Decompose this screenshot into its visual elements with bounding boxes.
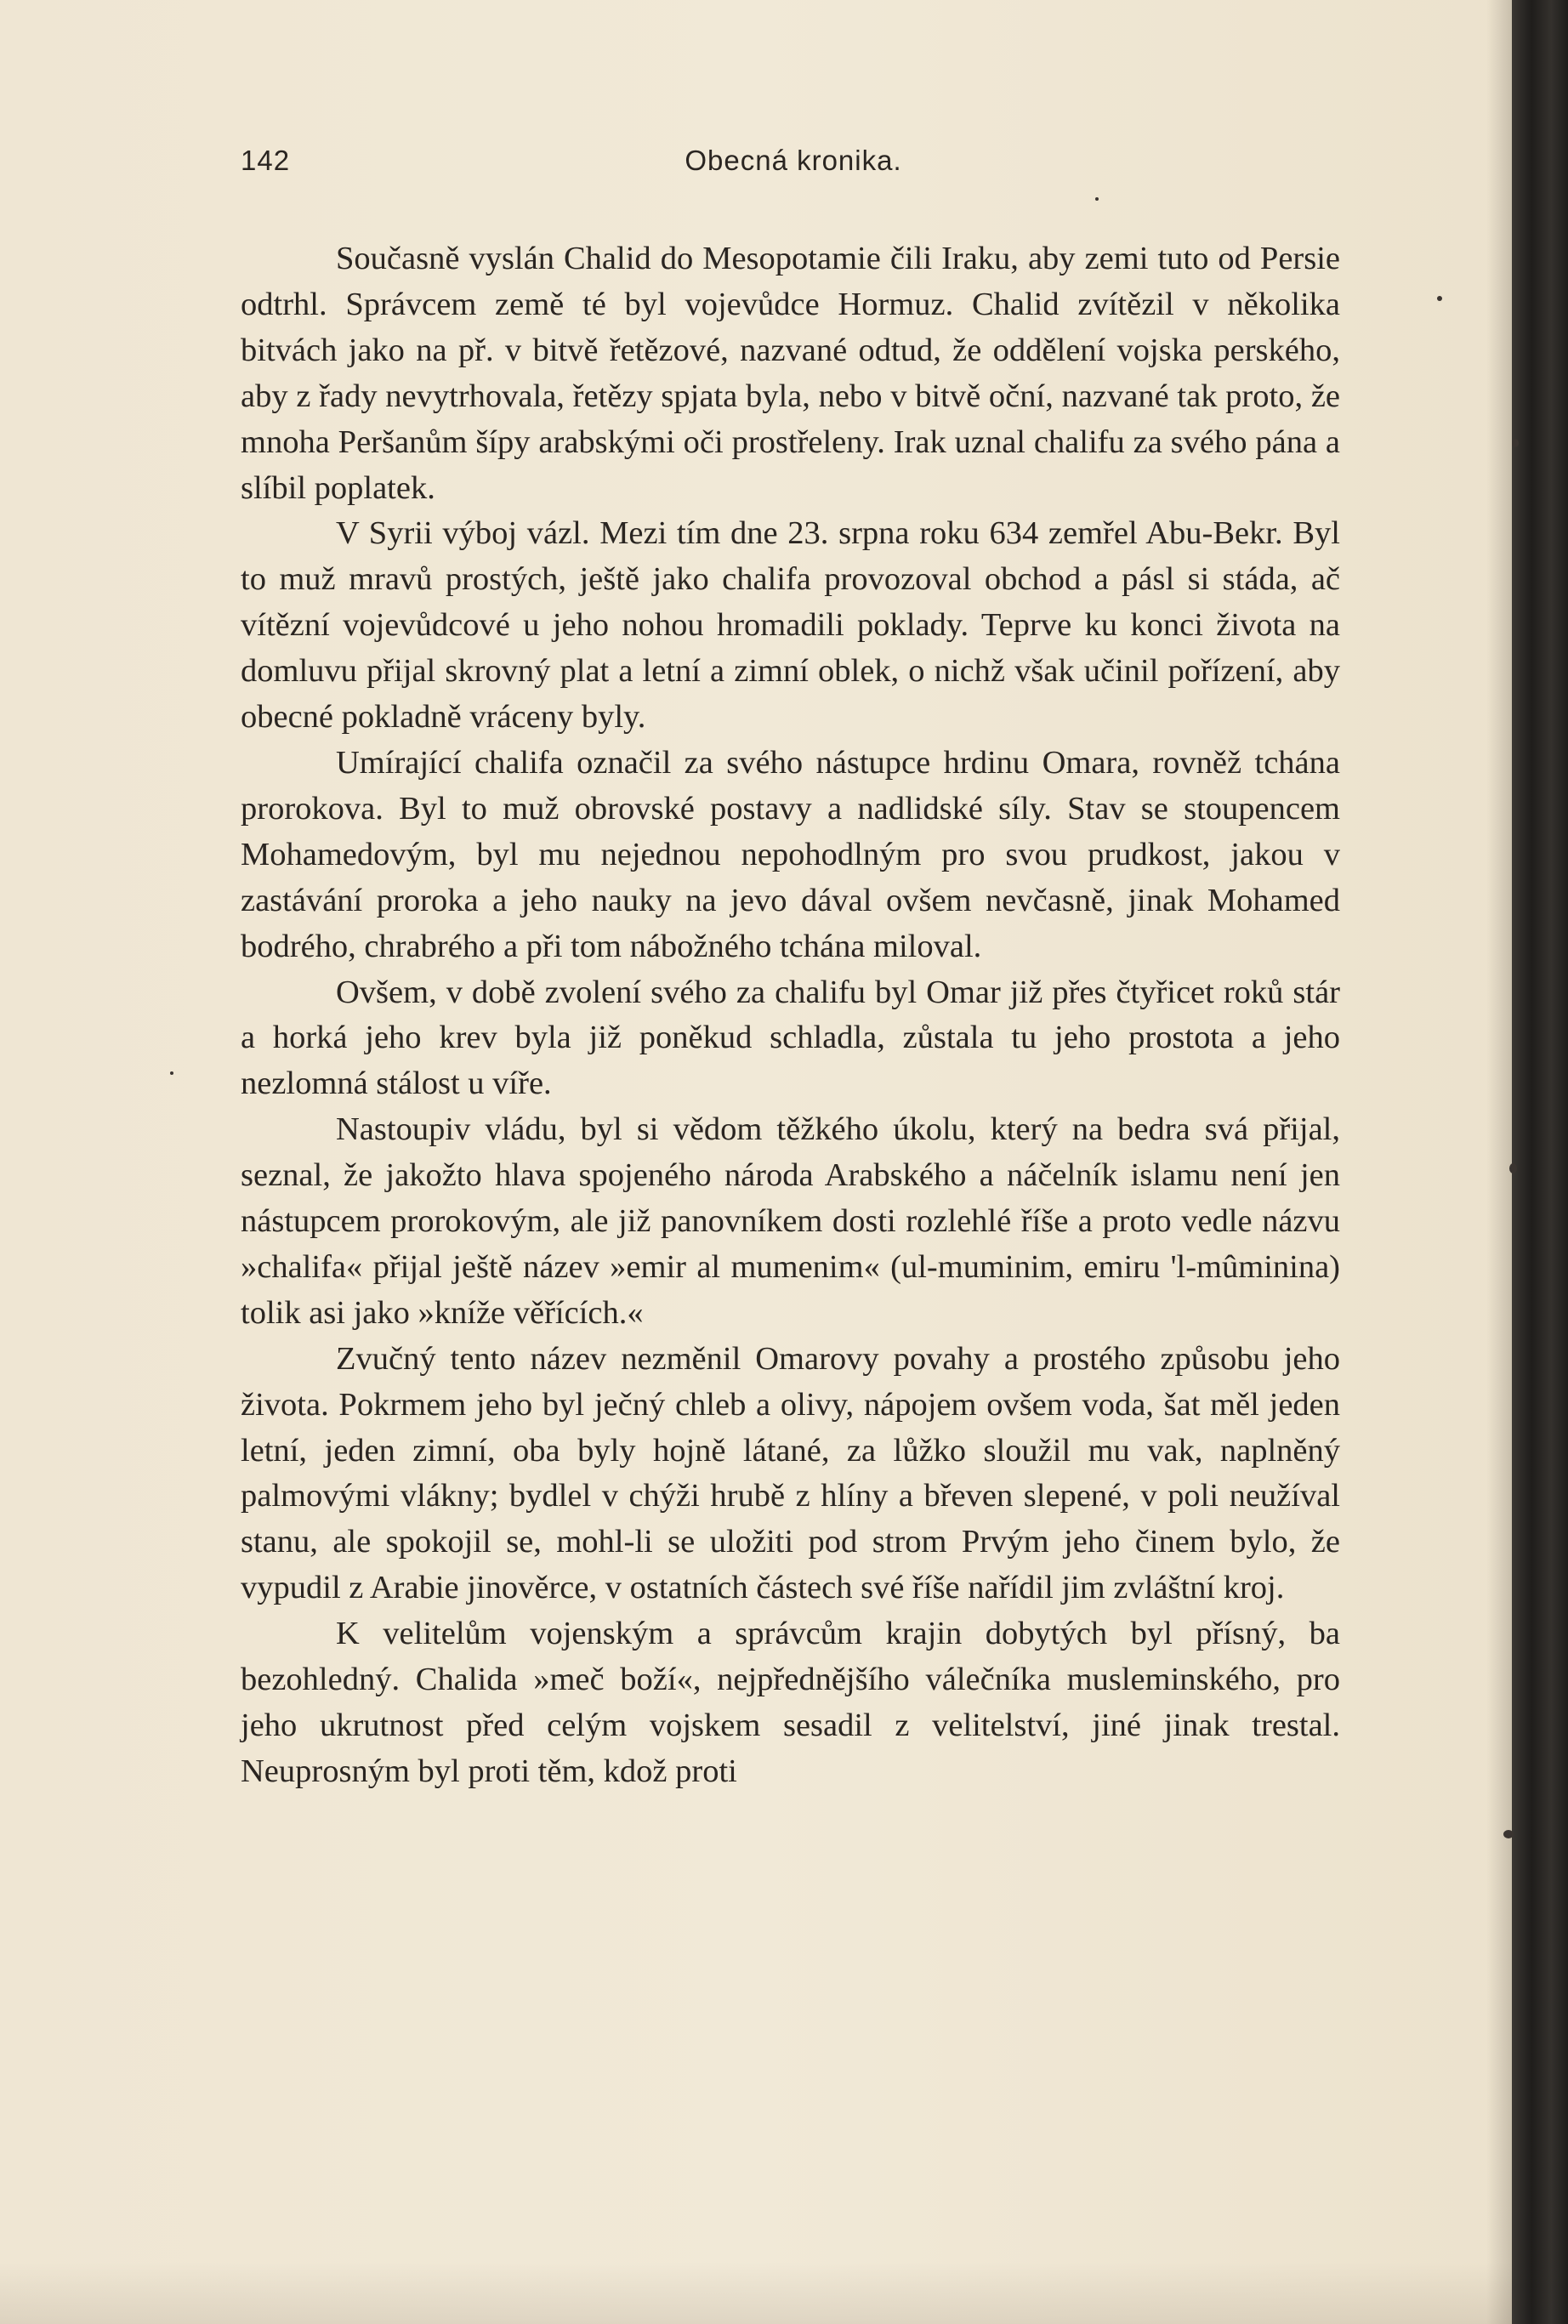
paragraph: Ovšem, v době zvolení svého za chalifu byl Omar již přes čtyřicet roků stár a horká jeho krev byla již poněkud schladla, zůstala tu jeho prostota a jeho nezlomná stálost u víře. — [241, 974, 1340, 1102]
scan-speck — [1503, 1830, 1514, 1838]
paragraph: Nastoupiv vládu, byl si vědom těžkého úkolu, který na bedra svá přijal, seznal, že jakožto hlava spojeného národa Arabského a náčelník islamu není jen nástupcem prorokovým, ale již panovníkem dosti rozlehlé říše a proto vedle názvu »chalifa« přijal ještě název »emir al mumenim« (ul-muminim, emiru 'l-mûminina) tolik asi jako »kníže věřících.« — [241, 1111, 1340, 1331]
binding-edge — [1512, 0, 1568, 2324]
body-text — [241, 236, 1340, 1795]
page-edge-shadow — [1486, 0, 1512, 2324]
paragraph: Současně vyslán Chalid do Mesopotamie čili Iraku, aby zemi tuto od Persie odtrhl. Správcem země té byl vojevůdce Hormuz. Chalid zvítězil v několika bitvách jako na př. v bitvě řetězové, nazvané odtud, že oddělení vojska perského, aby z řady nevytrhovala, řetězy spjata byla, nebo v bitvě oční, nazvané tak proto, že mnoha Peršanům šípy arabskými oči prostřeleny. Irak uznal chalifu za svého pána a slíbil poplatek. — [241, 241, 1340, 506]
paragraph: Umírající chalifa označil za svého nástupce hrdinu Omara, rovněž tchána prorokova. Byl to muž obrovské postavy a nadlidské síly. Stav se stoupencem Mohamedovým, byl mu nejednou nepohodlným pro svou prudkost, jakou v zastávání proroka a jeho nauky na jevo dával ovšem nevčasně, jinak Mohamed bodrého, chrabrého a při tom nábožného tchána miloval. — [241, 744, 1340, 964]
scan-speck — [1512, 439, 1519, 447]
paragraph: K velitelům vojenským a správcům krajin dobytých byl přísný, ba bezohledný. Chalida »meč boží«, nejpřednějšího válečníka musleminského, pro jeho ukrutnost před celým vojskem sesadil z velitelství, jiné jinak trestal. Neuprosným byl proti těm, kdož proti — [241, 1616, 1340, 1789]
page-bottom-shade — [0, 2262, 1512, 2324]
running-title: Obecná kronika. — [685, 145, 902, 176]
page-header — [241, 145, 1346, 187]
scan-speck — [1095, 197, 1099, 201]
scan-speck — [170, 1071, 173, 1075]
paragraph: V Syrii výboj vázl. Mezi tím dne 23. srpna roku 634 zemřel Abu-Bekr. Byl to muž mravů prostých, ještě jako chalifa provozoval obchod a pásl si stáda, ač vítězní vojevůdcové u jeho nohou hromadili poklady. Teprve ku konci života na domluvu přijal skrovný plat a letní a zimní oblek, o nichž však učinil pořízení, aby obecné pokladně vráceny byly. — [241, 515, 1340, 736]
scan-speck — [1437, 296, 1442, 301]
scan-speck — [1509, 1163, 1517, 1173]
paragraph: Zvučný tento název nezměnil Omarovy povahy a prostého způsobu jeho života. Pokrmem jeho byl ječný chleb a olivy, nápojem ovšem voda, šat měl jeden letní, jeden zimní, oba byly hojně látané, za lůžko sloužil mu vak, naplněný palmovými vlákny; bydlel v chýži hrubě z hlíny a břeven slepené, v poli neužíval stanu, ale spokojil se, mohl-li se uložiti pod strom Prvým jeho činem bylo, že vypudil z Arabie jinověrce, v ostatních částech své říše nařídil jim zvláštní kroj. — [241, 1340, 1340, 1606]
page-number: 142 — [241, 145, 291, 176]
